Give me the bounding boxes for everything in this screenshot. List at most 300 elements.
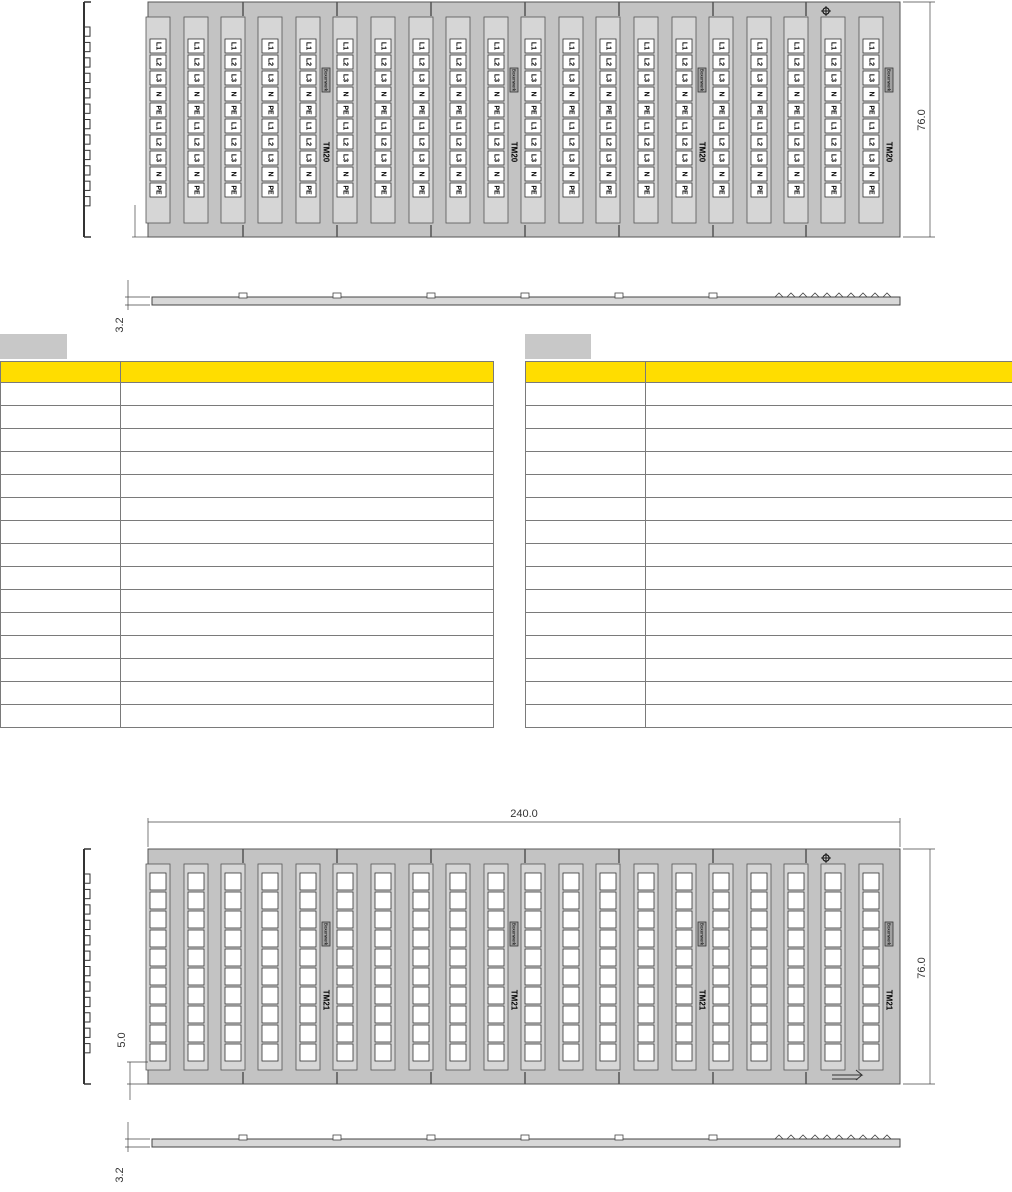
table-cell	[1, 429, 121, 452]
marker-cell	[825, 968, 841, 985]
marker-cell	[150, 892, 166, 909]
table-cell	[646, 429, 1012, 452]
cell-label: L1	[867, 41, 875, 51]
cell-label: N	[417, 91, 425, 97]
table-cell	[646, 452, 1012, 475]
marker-cell	[300, 892, 316, 909]
marker-cell	[600, 873, 616, 890]
cell-label: PE	[829, 105, 837, 115]
cell-label: N	[454, 171, 462, 177]
marker-cell	[600, 949, 616, 966]
table-cell	[646, 475, 1012, 498]
cell-label: L3	[341, 73, 349, 83]
cell-label: L1	[755, 41, 763, 51]
edge-profile-notch	[333, 293, 341, 298]
marker-cell	[638, 949, 654, 966]
marker-cell	[600, 1006, 616, 1023]
cell-label: L3	[304, 153, 312, 163]
cell-label: L1	[304, 121, 312, 131]
marker-cell	[525, 987, 541, 1004]
marker-cell	[638, 1044, 654, 1061]
cell-label: N	[341, 171, 349, 177]
marker-cell	[225, 1025, 241, 1042]
model-label: TM21	[884, 989, 894, 1011]
cell-label: L3	[792, 73, 800, 83]
table-cell	[526, 613, 646, 636]
cell-label: L2	[154, 137, 162, 147]
table-cell	[121, 452, 494, 475]
table-cell	[1, 452, 121, 475]
marker-cell	[262, 968, 278, 985]
table-row	[526, 475, 1012, 498]
cell-label: L3	[266, 153, 274, 163]
cell-label: L2	[680, 137, 688, 147]
marker-cell	[337, 1025, 353, 1042]
cell-label: PE	[154, 185, 162, 195]
cell-label: L2	[492, 137, 500, 147]
marker-cell	[788, 1006, 804, 1023]
cell-label: N	[642, 171, 650, 177]
cell-label: L3	[417, 73, 425, 83]
table-cell	[646, 383, 1012, 406]
marker-cell	[600, 968, 616, 985]
marker-cell	[337, 1044, 353, 1061]
marker-cell	[788, 911, 804, 928]
marker-cell	[751, 987, 767, 1004]
cell-label: L2	[642, 137, 650, 147]
marker-cell	[262, 1006, 278, 1023]
marker-cell	[525, 968, 541, 985]
table-cell	[1, 521, 121, 544]
cell-label: L2	[680, 57, 688, 67]
marker-cell	[713, 911, 729, 928]
marker-cell	[225, 968, 241, 985]
cell-label: PE	[154, 105, 162, 115]
cell-label: L3	[379, 153, 387, 163]
marker-cell	[788, 892, 804, 909]
table-cell	[121, 705, 494, 728]
table-row	[526, 521, 1012, 544]
marker-cell	[825, 930, 841, 947]
table-row	[526, 498, 1012, 521]
table-row	[1, 659, 494, 682]
cell-label: PE	[341, 105, 349, 115]
table-cell	[646, 406, 1012, 429]
cell-label: N	[454, 91, 462, 97]
table-row	[1, 590, 494, 613]
table-cell	[646, 590, 1012, 613]
marker-cell	[563, 911, 579, 928]
table-cell	[121, 521, 494, 544]
tm21-edge-profile	[152, 1135, 900, 1147]
cell-label: L3	[154, 73, 162, 83]
marker-cell	[788, 949, 804, 966]
marker-cell	[563, 1025, 579, 1042]
table-cell	[526, 567, 646, 590]
model-label: TM21	[321, 989, 331, 1011]
marker-cell	[676, 987, 692, 1004]
marker-cell	[375, 949, 391, 966]
cell-label: L3	[192, 73, 200, 83]
edge-profile-clip	[847, 1135, 855, 1139]
cell-dimension-label: 5.0	[116, 1032, 128, 1048]
marker-cell	[262, 987, 278, 1004]
cell-label: L1	[792, 121, 800, 131]
height-dimension-label: 76.0	[916, 957, 928, 979]
cell-label: L1	[567, 121, 575, 131]
cell-label: L1	[379, 121, 387, 131]
table-row	[526, 452, 1012, 475]
marker-cell	[488, 1006, 504, 1023]
edge-profile-notch	[521, 293, 529, 298]
marker-cell	[638, 968, 654, 985]
cell-label: L3	[867, 153, 875, 163]
cell-label: PE	[642, 185, 650, 195]
cell-label: N	[229, 171, 237, 177]
table-header-cell	[1, 362, 121, 383]
cell-label: L3	[829, 73, 837, 83]
cell-label: N	[680, 171, 688, 177]
cell-label: N	[755, 171, 763, 177]
cell-label: N	[492, 91, 500, 97]
cell-label: L3	[867, 73, 875, 83]
marker-cell	[375, 1044, 391, 1061]
table-cell	[526, 406, 646, 429]
left-spec-table	[0, 361, 494, 728]
table-cell	[526, 475, 646, 498]
cell-label: L1	[492, 41, 500, 51]
table-cell	[1, 406, 121, 429]
cell-label: L1	[829, 41, 837, 51]
cell-label: PE	[792, 185, 800, 195]
table-row	[526, 659, 1012, 682]
table-row	[526, 590, 1012, 613]
table-row	[1, 613, 494, 636]
edge-profile-clip	[799, 293, 807, 297]
marker-cell	[525, 949, 541, 966]
cell-label: PE	[304, 105, 312, 115]
marker-cell	[751, 930, 767, 947]
cell-label: L1	[867, 121, 875, 131]
cell-label: L3	[829, 153, 837, 163]
cell-label: PE	[717, 185, 725, 195]
marker-cell	[563, 892, 579, 909]
cell-label: N	[417, 171, 425, 177]
table-cell	[121, 406, 494, 429]
marker-cell	[300, 873, 316, 890]
cell-label: N	[755, 91, 763, 97]
right-spec-table	[525, 361, 1012, 728]
cell-label: L3	[604, 153, 612, 163]
cell-label: L2	[492, 57, 500, 67]
cell-label: N	[829, 91, 837, 97]
cell-label: L1	[567, 41, 575, 51]
cell-label: N	[567, 91, 575, 97]
marker-cell	[751, 892, 767, 909]
cell-label: PE	[792, 105, 800, 115]
cell-label: L2	[867, 57, 875, 67]
table-cell	[1, 682, 121, 705]
marker-cell	[262, 949, 278, 966]
cell-label: N	[192, 171, 200, 177]
marker-cell	[751, 873, 767, 890]
cell-label: L1	[341, 121, 349, 131]
edge-profile-clip	[835, 1135, 843, 1139]
table-row	[526, 613, 1012, 636]
marker-cell	[225, 911, 241, 928]
marker-cell	[788, 873, 804, 890]
marker-cell	[337, 1006, 353, 1023]
table-header-cell	[646, 362, 1012, 383]
cell-label: PE	[529, 185, 537, 195]
marker-cell	[863, 892, 879, 909]
cell-label: PE	[192, 185, 200, 195]
marker-cell	[638, 892, 654, 909]
cell-label: L3	[379, 73, 387, 83]
edge-profile-notch	[615, 1135, 623, 1140]
marker-cell	[450, 968, 466, 985]
marker-cell	[676, 892, 692, 909]
cell-label: L2	[567, 57, 575, 67]
marker-cell	[375, 1025, 391, 1042]
table-row	[1, 498, 494, 521]
marker-cell	[600, 1025, 616, 1042]
table-cell	[121, 429, 494, 452]
marker-cell	[638, 873, 654, 890]
cell-label: L2	[304, 57, 312, 67]
table-header-row	[1, 362, 494, 383]
cell-label: PE	[379, 105, 387, 115]
cell-label: L1	[266, 121, 274, 131]
cell-label: L1	[642, 41, 650, 51]
marker-cell	[150, 1044, 166, 1061]
cell-label: L2	[717, 57, 725, 67]
marker-cell	[863, 1044, 879, 1061]
edge-profile-clip	[811, 1135, 819, 1139]
table-cell	[526, 498, 646, 521]
marker-cell	[488, 892, 504, 909]
cell-label: L3	[567, 73, 575, 83]
table-cell	[1, 590, 121, 613]
marker-cell	[751, 968, 767, 985]
marker-cell	[638, 930, 654, 947]
cell-label: L2	[642, 57, 650, 67]
cell-label: L3	[529, 153, 537, 163]
cell-label: L2	[417, 57, 425, 67]
cell-label: L1	[529, 41, 537, 51]
marker-cell	[300, 1006, 316, 1023]
table-cell	[646, 521, 1012, 544]
marker-cell	[450, 1006, 466, 1023]
cell-label: PE	[567, 185, 575, 195]
marker-cell	[863, 949, 879, 966]
cell-label: L2	[792, 57, 800, 67]
cell-label: L3	[454, 73, 462, 83]
tm20-edge-profile	[152, 293, 900, 305]
edge-profile-notch	[333, 1135, 341, 1140]
table-cell	[121, 636, 494, 659]
table-cell	[121, 544, 494, 567]
edge-profile-clip	[835, 293, 843, 297]
marker-cell	[825, 1025, 841, 1042]
cell-label: N	[867, 171, 875, 177]
marker-cell	[788, 930, 804, 947]
cell-label: N	[604, 171, 612, 177]
marker-cell	[638, 911, 654, 928]
marker-cell	[638, 1025, 654, 1042]
table-cell	[526, 452, 646, 475]
cell-label: L3	[266, 73, 274, 83]
marker-cell	[488, 1044, 504, 1061]
marker-cell	[375, 873, 391, 890]
table-row	[1, 636, 494, 659]
cell-label: L2	[604, 137, 612, 147]
marker-cell	[300, 968, 316, 985]
thickness-dimension-label: 3.2	[114, 1167, 126, 1183]
marker-cell	[225, 1006, 241, 1023]
right-table-tab	[525, 334, 591, 359]
marker-cell	[563, 949, 579, 966]
marker-cell	[563, 873, 579, 890]
marker-cell	[600, 930, 616, 947]
marker-cell	[150, 930, 166, 947]
cell-label: PE	[304, 185, 312, 195]
marker-cell	[488, 968, 504, 985]
cell-label: N	[529, 91, 537, 97]
marker-cell	[413, 892, 429, 909]
cell-label: N	[341, 91, 349, 97]
marker-cell	[375, 892, 391, 909]
marker-cell	[525, 1044, 541, 1061]
cell-label: L1	[192, 41, 200, 51]
cell-label: L2	[567, 137, 575, 147]
brand-mark: Boxenwerk	[511, 68, 517, 92]
marker-cell	[337, 930, 353, 947]
table-cell	[1, 613, 121, 636]
table-row	[526, 705, 1012, 728]
edge-profile-clip	[859, 293, 867, 297]
marker-cell	[676, 968, 692, 985]
cell-label: L3	[304, 73, 312, 83]
table-cell	[646, 567, 1012, 590]
marker-cell	[713, 1044, 729, 1061]
marker-cell	[375, 1006, 391, 1023]
marker-cell	[713, 968, 729, 985]
marker-cell	[225, 1044, 241, 1061]
table-row	[1, 567, 494, 590]
marker-cell	[525, 1006, 541, 1023]
table-cell	[1, 475, 121, 498]
tm21-side-profile	[84, 849, 91, 1084]
marker-cell	[600, 911, 616, 928]
marker-cell	[300, 1025, 316, 1042]
marker-cell	[413, 968, 429, 985]
cell-label: L2	[266, 57, 274, 67]
marker-cell	[751, 911, 767, 928]
edge-profile-notch	[427, 1135, 435, 1140]
table-cell	[646, 636, 1012, 659]
edge-profile-clip	[787, 1135, 795, 1139]
table-cell	[646, 498, 1012, 521]
table-cell	[526, 590, 646, 613]
marker-cell	[188, 968, 204, 985]
cell-label: PE	[680, 185, 688, 195]
marker-cell	[188, 949, 204, 966]
marker-cell	[676, 911, 692, 928]
marker-cell	[713, 1006, 729, 1023]
marker-cell	[751, 1006, 767, 1023]
marker-cell	[150, 1025, 166, 1042]
marker-cell	[225, 873, 241, 890]
cell-label: L1	[417, 121, 425, 131]
cell-label: PE	[454, 105, 462, 115]
cell-label: PE	[229, 105, 237, 115]
marker-cell	[262, 930, 278, 947]
cell-label: N	[792, 171, 800, 177]
brand-mark: Boxenwerk	[511, 922, 517, 946]
cell-label: L1	[642, 121, 650, 131]
cell-label: L2	[717, 137, 725, 147]
table-row	[1, 705, 494, 728]
marker-cell	[825, 911, 841, 928]
table-cell	[121, 498, 494, 521]
cell-label: L2	[792, 137, 800, 147]
marker-cell	[188, 873, 204, 890]
table-cell	[646, 682, 1012, 705]
cell-label: L1	[604, 41, 612, 51]
cell-label: L1	[229, 41, 237, 51]
cell-label: L2	[192, 57, 200, 67]
cell-label: L3	[192, 153, 200, 163]
cell-label: PE	[642, 105, 650, 115]
width-dimension-label: 240.0	[510, 808, 538, 820]
marker-cell	[413, 1006, 429, 1023]
marker-cell	[525, 892, 541, 909]
edge-profile-notch	[239, 1135, 247, 1140]
marker-cell	[225, 987, 241, 1004]
cell-label: L3	[529, 73, 537, 83]
marker-cell	[450, 987, 466, 1004]
edge-profile-notch	[709, 293, 717, 298]
marker-cell	[150, 873, 166, 890]
marker-cell	[751, 1044, 767, 1061]
brand-mark: Boxenwerk	[886, 68, 892, 92]
cell-label: N	[192, 91, 200, 97]
cell-label: L1	[529, 121, 537, 131]
marker-cell	[150, 987, 166, 1004]
cell-label: PE	[192, 105, 200, 115]
marker-cell	[262, 911, 278, 928]
marker-cell	[600, 1044, 616, 1061]
marker-cell	[262, 873, 278, 890]
cell-label: L2	[417, 137, 425, 147]
marker-cell	[150, 949, 166, 966]
table-header-row	[526, 362, 1012, 383]
cell-label: L3	[792, 153, 800, 163]
cell-label: PE	[680, 105, 688, 115]
cell-label: PE	[567, 105, 575, 115]
marker-cell	[488, 1025, 504, 1042]
cell-label: L2	[379, 137, 387, 147]
cell-label: N	[304, 171, 312, 177]
marker-cell	[825, 987, 841, 1004]
edge-profile-clip	[775, 1135, 783, 1139]
edge-profile-clip	[871, 293, 879, 297]
table-cell	[526, 429, 646, 452]
model-label: TM20	[321, 141, 331, 163]
marker-cell	[676, 1006, 692, 1023]
marker-cell	[375, 987, 391, 1004]
